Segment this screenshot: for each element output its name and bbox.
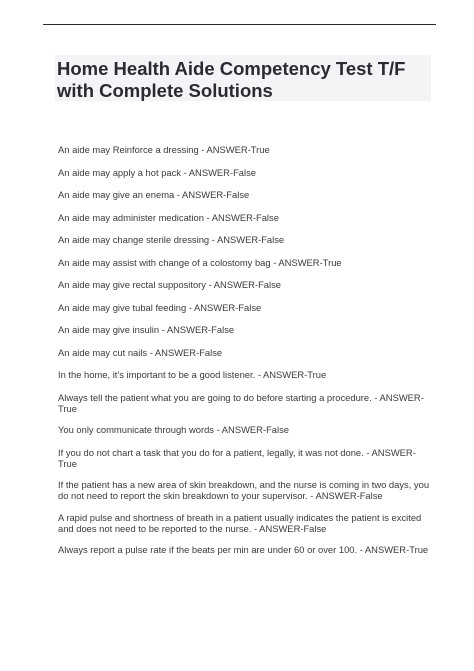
qa-item: An aide may change sterile dressing - ANSWER-False bbox=[58, 234, 285, 245]
qa-item: An aide may assist with change of a colostomy bag - ANSWER-True bbox=[58, 256, 342, 268]
qa-item: Always tell the patient what you are going to do before starting a procedure. - ANSWER-True bbox=[58, 391, 424, 414]
qa-item: An aide may administer medication - ANSWER-False bbox=[58, 211, 279, 223]
document-title bbox=[57, 58, 437, 101]
qa-item: If the patient has a new area of skin breakdown, and the nurse is coming in two days, you do not need to report the skin breakdown to your supervisor. - ANSWER-False bbox=[58, 479, 430, 501]
qa-item: An aide may cut nails - ANSWER-False bbox=[58, 346, 223, 358]
qa-item: Always report a pulse rate if the beats per min are under 60 or over 100. - ANSWER-True bbox=[58, 544, 429, 555]
qa-item: An aide may give insulin - ANSWER-False bbox=[58, 324, 235, 335]
title-line-1: Home Health Aide Competency Test T/F bbox=[57, 58, 406, 79]
top-divider bbox=[43, 24, 436, 25]
question-answer-list bbox=[58, 144, 430, 566]
qa-item: An aide may apply a hot pack - ANSWER-False bbox=[58, 166, 257, 178]
qa-item: An aide may Reinforce a dressing - ANSWER-True bbox=[58, 144, 270, 155]
title-line-2: with Complete Solutions bbox=[57, 79, 273, 101]
qa-item: An aide may give rectal suppository - ANSWER-False bbox=[58, 279, 281, 290]
qa-item: If you do not chart a task that you do for a patient, legally, it was not done. - ANSWER-True bbox=[58, 446, 416, 469]
qa-item: You only communicate through words - ANSWER-False bbox=[58, 424, 289, 435]
qa-item: A rapid pulse and shortness of breath in a patient usually indicates the patient is excited and does not need to be reported to the nurse. - ANSWER-False bbox=[58, 511, 422, 534]
qa-item: In the home, it's important to be a good listener. - ANSWER-True bbox=[58, 369, 327, 380]
qa-item: An aide may give tubal feeding - ANSWER-False bbox=[58, 301, 262, 313]
qa-item: An aide may give an enema - ANSWER-False bbox=[58, 189, 250, 200]
